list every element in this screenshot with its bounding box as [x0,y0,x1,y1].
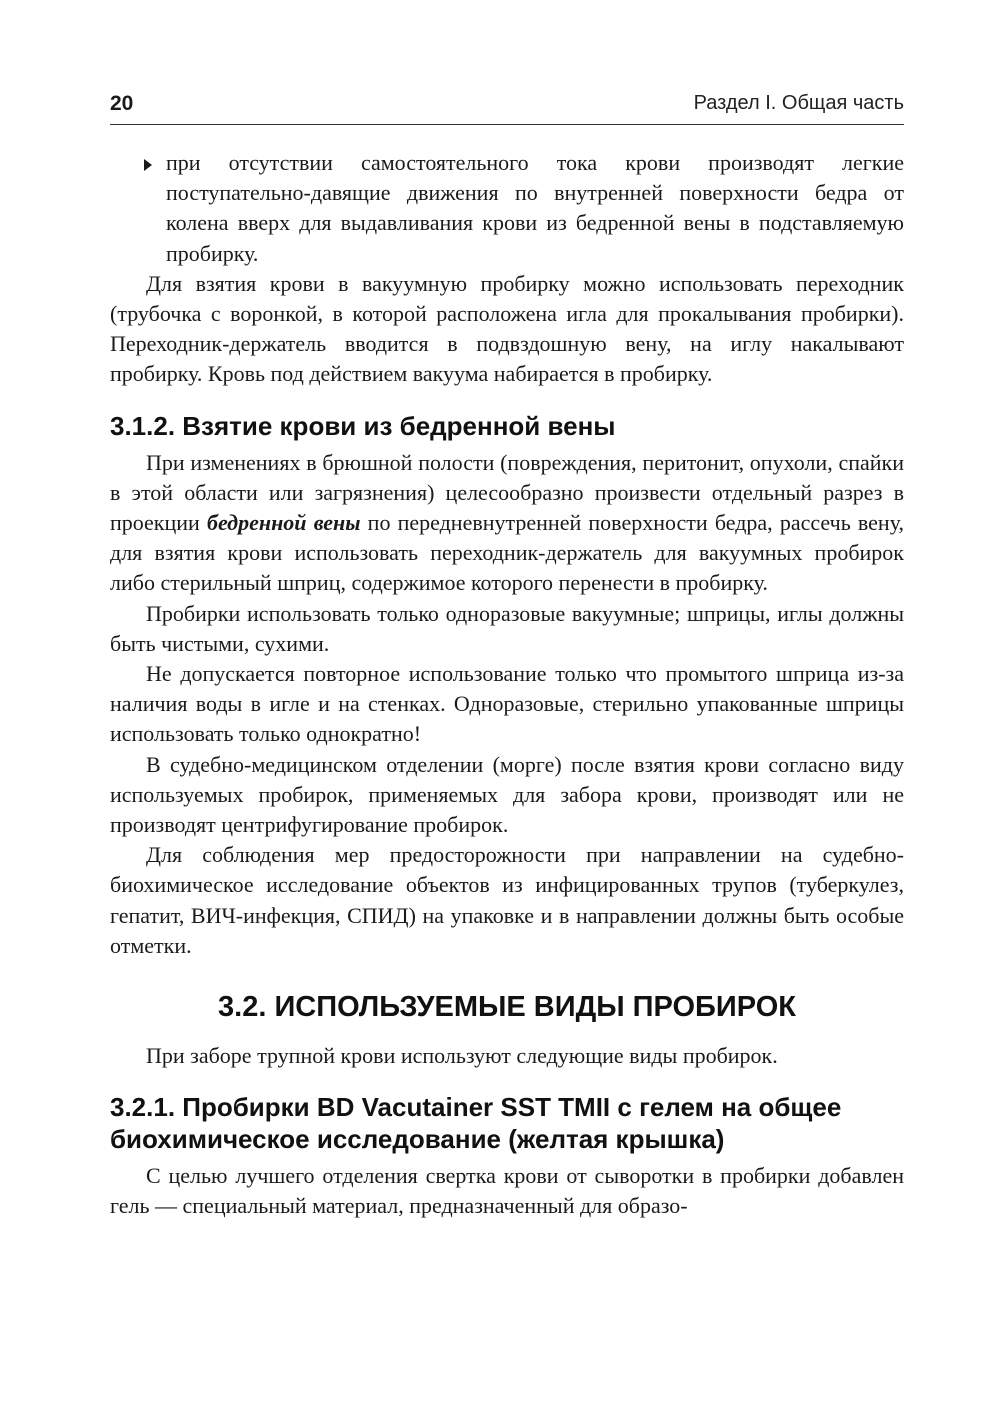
paragraph-morgue: В судебно-медицинском отделении (морге) после взятия крови согласно виду используемых пробирок, применяемых для забора крови, производят или не производят центрифугирование пробирок. [110,751,904,838]
section-heading-3-2-1: 3.2.1. Пробирки BD Vacutainer SST TMII с гелем на общее биохимическое исследование (желтая крышка) [110,1092,842,1155]
paragraph-adapter: Для взятия крови в вакуумную пробирку можно использовать переходник (трубочка с воронкой, в которой расположена игла для прокалывания пробирки). Переходник-держатель вводится в подвздошную вену, на иглу накалывают пробирку. Кровь под действием вакуума набирается в пробирку. [110,270,904,387]
paragraph-tubes: Пробирки использовать только одноразовые вакуумные; шприцы, иглы должны быть чистыми, сухими. [110,600,904,656]
bullet-text: при отсутствии самостоятельного тока крови производят легкие поступательно-давящие движения по внутренней поверхности бедра от колена вверх для выдавливания крови из бедренной вены в подставляемую пробирку. [166,150,904,266]
bullet-item [110,148,904,269]
running-title: Раздел I. Общая часть [693,92,904,114]
emphasized-term: бедренной вены [206,510,361,536]
page-header [110,88,904,125]
paragraph-femoral-text-end: по передневнутренней поверхности бедра, рассечь вену, для взятия крови использовать переходник-держатель для вакуумных пробирок либо стерильный шприц, содержимое которого перенести в пробирку. [110,510,904,596]
paragraph-precautions: Для соблюдения мер предосторожности при направлении на судебно-биохимическое исследование объектов из инфицированных трупов (туберкулез, гепатит, ВИЧ-инфекция, СПИД) на упаковке и в направлении должны быть особые отметки. [110,842,904,958]
section-heading-3-1-2: 3.1.2. Взятие крови из бедренной вены [110,410,616,441]
page-number: 20 [110,92,134,115]
section-heading-3-2: 3.2. ИСПОЛЬЗУЕМЫЕ ВИДЫ ПРОБИРОК [218,991,796,1024]
page-content [110,148,904,1222]
paragraph-tube-types: При заборе трупной крови используют следующие виды пробирок. [146,1043,778,1069]
paragraph-reuse: Не допускается повторное использование только что промытого шприца из-за наличия воды в игле и на стенках. Одноразовые, стерильно упакованные шприцы использовать только однократно! [110,661,904,747]
paragraph-gel: С целью лучшего отделения свертка крови от сыворотки в пробирки добавлен гель — специальный материал, предназначенный для образо- [110,1163,904,1219]
paragraph-femoral-vein [110,448,904,599]
triangle-bullet-icon [144,159,152,171]
paragraph-femoral-text-start: При изменениях в брюшной полости (повреждения, перитонит, опухоли, спайки в этой области или загрязнения) целесообразно произвести отдельный разрез в проекции [110,449,904,536]
